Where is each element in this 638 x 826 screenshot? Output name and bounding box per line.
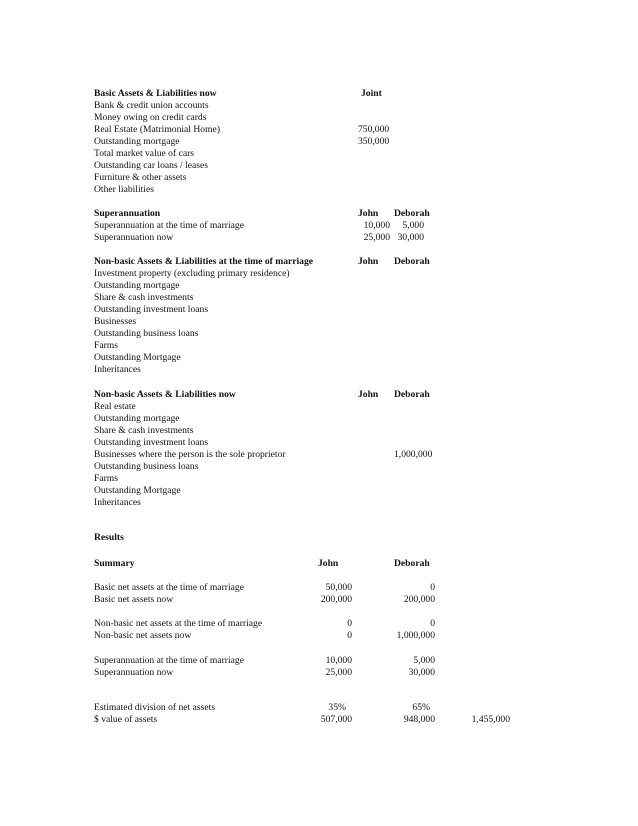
nonbasic-now-deborah-header: Deborah xyxy=(394,389,430,400)
results-row-label: Basic net assets now xyxy=(94,594,174,605)
nonbasic-marriage-row: Outstanding mortgage xyxy=(94,280,180,291)
results-row-label: Estimated division of net assets xyxy=(94,702,215,713)
joint-column-header: Joint xyxy=(361,88,382,99)
results-row-label: Superannuation at the time of marriage xyxy=(94,655,244,666)
nonbasic-now-heading: Non-basic Assets & Liabilities now xyxy=(94,389,236,400)
results-john-header: John xyxy=(318,558,339,569)
basic-row-label: Outstanding car loans / leases xyxy=(94,160,209,171)
basic-row-label: Total market value of cars xyxy=(94,148,195,159)
basic-row-joint-value: 750,000 xyxy=(358,124,390,135)
super-row-deborah: 5,000 xyxy=(402,220,424,231)
nonbasic-marriage-row: Investment property (excluding primary residence) xyxy=(94,268,290,279)
nonbasic-now-row-label: Outstanding investment loans xyxy=(94,437,209,448)
results-row-john: 0 xyxy=(347,618,352,629)
basic-row-label: Furniture & other assets xyxy=(94,172,187,183)
results-row-total: 1,455,000 xyxy=(471,714,510,725)
results-row-john: 50,000 xyxy=(325,582,352,593)
results-deborah-header: Deborah xyxy=(394,558,430,569)
results-row-john: 0 xyxy=(347,630,352,641)
nonbasic-now-row-label: Share & cash investments xyxy=(94,425,194,436)
nonbasic-now-row-label: Outstanding Mortgage xyxy=(94,485,181,496)
results-row-label: Non-basic net assets now xyxy=(94,630,192,641)
super-john-header: John xyxy=(358,208,379,219)
nonbasic-now-row-deborah: 1,000,000 xyxy=(394,449,433,460)
results-row-john: 25,000 xyxy=(325,667,352,678)
results-row-john: 200,000 xyxy=(320,594,352,605)
results-row-label: Non-basic net assets at the time of marriage xyxy=(94,618,263,629)
results-row-john: 507,000 xyxy=(320,714,352,725)
nonbasic-marriage-row: Outstanding investment loans xyxy=(94,304,209,315)
super-row-label: Superannuation at the time of marriage xyxy=(94,220,244,231)
super-row-john: 25,000 xyxy=(363,232,390,243)
nonbasic-marriage-heading: Non-basic Assets & Liabilities at the time of marriage xyxy=(94,256,314,267)
results-row-label: $ value of assets xyxy=(94,714,158,725)
basic-row-label: Bank & credit union accounts xyxy=(94,100,209,111)
nonbasic-marriage-john-header: John xyxy=(358,256,379,267)
super-row-deborah: 30,000 xyxy=(397,232,424,243)
super-deborah-header: Deborah xyxy=(394,208,430,219)
results-row-john: 35% xyxy=(328,702,346,713)
results-row-label: Basic net assets at the time of marriage xyxy=(94,582,244,593)
results-row-deborah: 65% xyxy=(412,702,430,713)
nonbasic-now-row-label: Outstanding business loans xyxy=(94,461,199,472)
basic-row-joint-value: 350,000 xyxy=(358,136,390,147)
results-row-deborah: 948,000 xyxy=(403,714,435,725)
nonbasic-now-row-label: Businesses where the person is the sole proprietor xyxy=(94,449,286,460)
results-row-deborah: 200,000 xyxy=(403,594,435,605)
results-row-john: 10,000 xyxy=(325,655,352,666)
nonbasic-marriage-deborah-header: Deborah xyxy=(394,256,430,267)
results-heading: Results xyxy=(94,532,124,543)
nonbasic-marriage-row: Inheritances xyxy=(94,364,141,375)
super-heading: Superannuation xyxy=(94,208,161,219)
basic-now-heading: Basic Assets & Liabilities now xyxy=(94,88,217,99)
nonbasic-marriage-row: Businesses xyxy=(94,316,137,327)
results-row-label: Superannuation now xyxy=(94,667,174,678)
nonbasic-now-row-label: Outstanding mortgage xyxy=(94,413,180,424)
results-row-deborah: 5,000 xyxy=(413,655,435,666)
nonbasic-marriage-row: Outstanding business loans xyxy=(94,328,199,339)
nonbasic-marriage-row: Farms xyxy=(94,340,118,351)
results-row-deborah: 30,000 xyxy=(408,667,435,678)
super-row-john: 10,000 xyxy=(363,220,390,231)
nonbasic-marriage-row: Share & cash investments xyxy=(94,292,194,303)
super-row-label: Superannuation now xyxy=(94,232,174,243)
basic-row-label: Other liabilities xyxy=(94,184,154,195)
nonbasic-marriage-row: Outstanding Mortgage xyxy=(94,352,181,363)
nonbasic-now-row-label: Real estate xyxy=(94,401,136,412)
basic-row-label: Outstanding mortgage xyxy=(94,136,180,147)
results-row-deborah: 1,000,000 xyxy=(396,630,435,641)
results-row-deborah: 0 xyxy=(430,582,435,593)
nonbasic-now-row-label: Farms xyxy=(94,473,118,484)
results-row-deborah: 0 xyxy=(430,618,435,629)
basic-row-label: Money owing on credit cards xyxy=(94,112,207,123)
summary-label: Summary xyxy=(94,558,135,569)
basic-row-label: Real Estate (Matrimonial Home) xyxy=(94,124,221,135)
nonbasic-now-john-header: John xyxy=(358,389,379,400)
nonbasic-now-row-label: Inheritances xyxy=(94,497,141,508)
